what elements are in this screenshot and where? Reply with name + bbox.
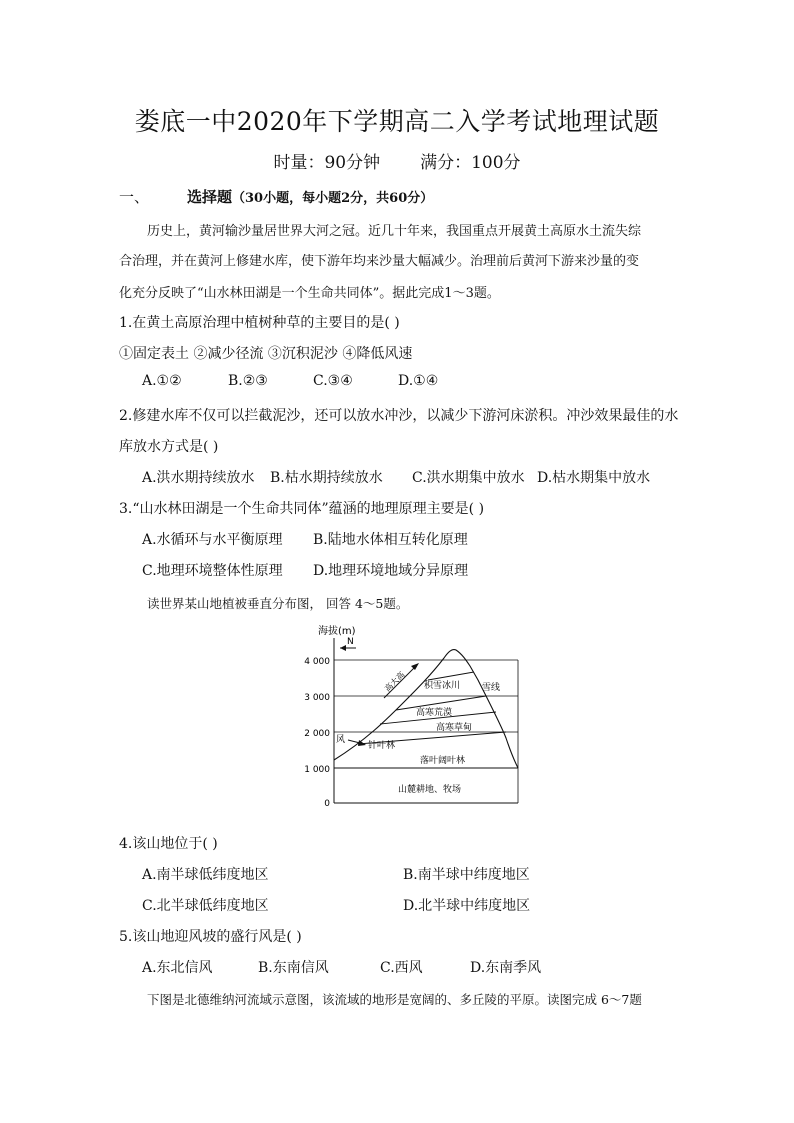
q5-option-b[interactable]: B.东南信风 xyxy=(258,960,329,976)
mountain-zonation-figure xyxy=(296,620,526,810)
zone-meadow-label: 高寒草甸 xyxy=(436,723,473,733)
page-title: 娄底一中2020年下学期高二入学考试地理试题 xyxy=(134,107,660,136)
north-label: N xyxy=(347,637,354,647)
y-axis-label: 海拔(m) xyxy=(318,626,356,637)
figure-intro: 读世界某山地植被垂直分布图， 回答 4～5题。 xyxy=(147,596,409,611)
q4-option-d[interactable]: D.北半球中纬度地区 xyxy=(403,898,531,914)
zone-broadleaf-label: 落叶阔叶林 xyxy=(420,756,466,766)
snowline-label: 雪线 xyxy=(482,683,501,693)
q1-items: ①固定表土 ②减少径流 ③沉积泥沙 ④降低风速 xyxy=(119,346,413,362)
q2-option-b[interactable]: B.枯水期持续放水 xyxy=(270,470,383,486)
q3-option-c[interactable]: C.地理环境整体性原理 xyxy=(142,563,283,579)
section-note: （30小题，每小题2分，共60分） xyxy=(232,191,434,206)
q1-stem: 1.在黄土高原治理中植树种草的主要目的是( ) xyxy=(119,315,400,331)
tick-0: 0 xyxy=(324,799,330,809)
q4-option-b[interactable]: B.南半球中纬度地区 xyxy=(403,867,530,883)
tick-2000: 2 000 xyxy=(304,729,330,739)
q2-stem-2: 库放水方式是( ) xyxy=(119,439,219,455)
tick-4000: 4 000 xyxy=(304,657,330,667)
passage-line-2: 合治理，并在黄河上修建水库，使下游年均来沙量大幅减少。治理前后黄河下游来沙量的变 xyxy=(119,254,640,269)
q4-stem: 4.该山地位于( ) xyxy=(119,836,218,852)
zone-farmland-label: 山麓耕地、牧场 xyxy=(398,785,462,795)
q5-option-a[interactable]: A.东北信风 xyxy=(142,960,213,976)
snowline-boundary xyxy=(428,672,474,680)
q5-stem: 5.该山地迎风坡的盛行风是( ) xyxy=(119,929,302,945)
q1-option-b[interactable]: B.②③ xyxy=(228,373,268,389)
tick-3000: 3 000 xyxy=(304,693,330,703)
q2-option-d[interactable]: D.枯水期集中放水 xyxy=(537,470,651,486)
zone-conifer-label: 针叶林 xyxy=(368,741,396,751)
q3-option-d[interactable]: D.地理环境地域分异原理 xyxy=(313,563,469,579)
q1-option-d[interactable]: D.①④ xyxy=(398,373,439,389)
q4-option-a[interactable]: A.南半球低纬度地区 xyxy=(142,867,269,883)
section-number: 一、 xyxy=(119,188,150,206)
wind-label: 风 xyxy=(336,735,346,745)
section-heading xyxy=(119,186,433,207)
exam-info xyxy=(0,148,794,173)
q2-option-a[interactable]: A.洪水期持续放水 xyxy=(142,470,255,486)
q1-option-a[interactable]: A.①② xyxy=(142,373,182,389)
zone-desert-label: 高寒荒漠 xyxy=(416,708,453,718)
q3-option-a[interactable]: A.水循环与水平衡原理 xyxy=(142,532,283,548)
north-arrow-head-icon xyxy=(340,645,346,651)
q2-stem-1: 2.修建水库不仅可以拦截泥沙，还可以放水冲沙，以减少下游河床淤积。冲沙效果最佳的水 xyxy=(119,408,679,424)
q3-stem: 3.“山水林田湖是一个生命共同体”蕴涵的地理原理主要是( ) xyxy=(119,501,485,517)
rising-arrow-head-icon xyxy=(411,663,419,670)
q3-option-b[interactable]: B.陆地水体相互转化原理 xyxy=(313,532,468,548)
zone-glacier-label: 积雪冰川 xyxy=(424,681,461,691)
passage-line-3: 化充分反映了“山水林田湖是一个生命共同体”。据此完成1～3题。 xyxy=(119,286,500,301)
q5-option-d[interactable]: D.东南季风 xyxy=(470,960,542,976)
q2-option-c[interactable]: C.洪水期集中放水 xyxy=(412,470,525,486)
section-name: 选择题 xyxy=(187,188,233,206)
tick-1000: 1 000 xyxy=(304,765,330,775)
score-label: 满分：100分 xyxy=(420,153,521,173)
q4-option-c[interactable]: C.北半球低纬度地区 xyxy=(142,898,269,914)
time-label: 时量：90分钟 xyxy=(273,153,381,173)
q5-option-c[interactable]: C.西风 xyxy=(380,960,423,976)
q1-option-c[interactable]: C.③④ xyxy=(313,373,353,389)
rising-arrow-label: 高大高 xyxy=(383,670,407,694)
passage-line-1: 历史上，黄河输沙量居世界大河之冠。近几十年来，我国重点开展黄土高原水土流失综 xyxy=(147,224,642,239)
next-figure-intro: 下图是北德维纳河流域示意图，该流域的地形是宽阔的、多丘陵的平原。读图完成 6～7题 xyxy=(147,992,642,1007)
